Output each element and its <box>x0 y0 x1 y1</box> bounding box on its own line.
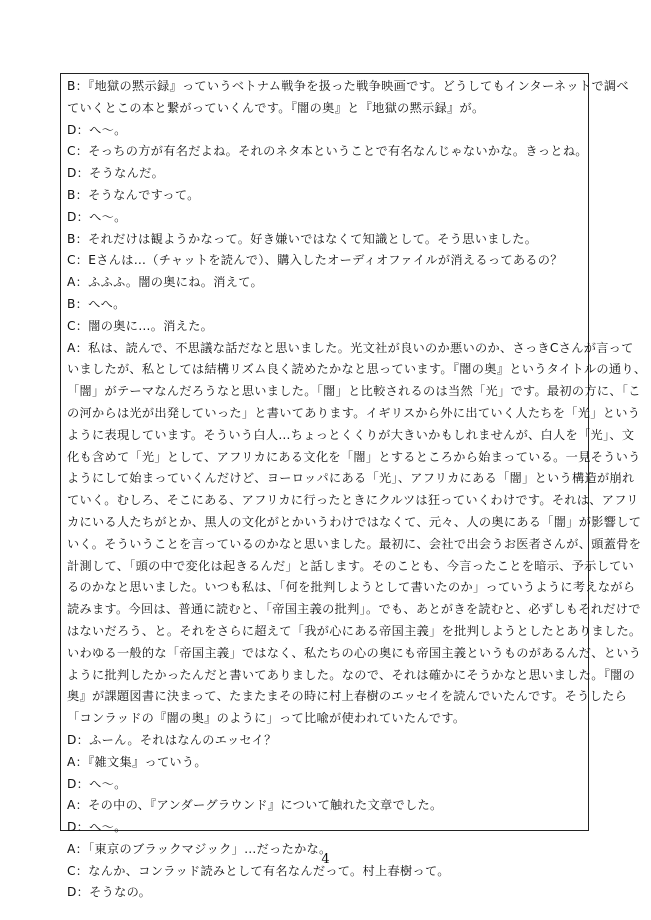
transcript-line: 奥』が課題図書に決まって、たまたまその時に村上春樹のエッセイを読んでいたんです。そうしたら <box>67 689 628 704</box>
transcript-line: C：なんか、コンラッド読みとして有名なんだって。村上春樹って。 <box>67 863 450 878</box>
transcript-line: 読みます。今回は、普通に読むと、「帝国主義の批判」。でも、あとがきを読むと、必ずしもそれだけで <box>67 602 641 617</box>
transcript-line: るのかなと思いました。いつも私は、「何を批判しようとして書いたのか」っていうように考えながら <box>67 580 636 595</box>
transcript-line: B：それだけは観ようかなって。好き嫌いではなくて知識として。そう思いました。 <box>67 231 538 246</box>
transcript-line: D：ふーん。それはなんのエッセイ？ <box>67 732 277 747</box>
transcript-line: 「闇」がテーマなんだろうなと思いました。「闇」と比較されるのは当然「光」です。最初の方に、「こ <box>67 384 641 399</box>
transcript-line: A：『雑文集』っていう。 <box>67 754 207 769</box>
transcript-line: いく。そういうことを言っているのかなと思いました。最初に、会社で出会うお医者さんが、頭蓋骨を <box>67 536 642 551</box>
transcript-line: D：へ～。 <box>67 820 127 835</box>
transcript-line: ように表現しています。そういう白人…ちょっとくくりが大きいかもしれませんが、白人を「光」、文 <box>67 427 635 442</box>
transcript-line: D：へ～。 <box>67 122 127 137</box>
transcript-line: 計測して、「頭の中で変化は起きるんだ」と話します。そのことも、今言ったことを暗示、予示してい <box>67 558 635 573</box>
transcript-line: いわゆる一般的な「帝国主義」ではなく、私たちの心の奥にも帝国主義というものがあるんだ、という <box>67 645 642 660</box>
transcript-line: B：そうなんですって。 <box>67 187 200 202</box>
transcript-line: カにいる人たちがとか、黒人の文化がとかいうわけではなくて、元々、人の奥にある「闇」が影響して <box>67 514 642 529</box>
transcript-line: B：『地獄の黙示録』っていうベトナム戦争を扱った戦争映画です。どうしてもインターネットで調べ <box>67 79 629 93</box>
transcript-line: の河からは光が出発していった」と書いてあります。イギリスから外に出ていく人たちを「光」という <box>67 405 641 420</box>
transcript-line: ていく。むしろ、そこにある、アフリカに行ったときにクルツは狂っていくわけです。それは、アフリ <box>67 493 639 508</box>
transcript-line: ていくとこの本と繋がっていくんです。『闇の奥』と『地獄の黙示録』が。 <box>67 100 485 115</box>
transcript-box <box>60 73 647 900</box>
transcript-line: C：Eさんは…（チャットを読んで）、購入したオーディオファイルが消えるってあるの？ <box>67 253 563 268</box>
transcript-line: A：私は、読んで、不思議な話だなと思いました。光文社が良いのか悪いのか、さっきCさんが言って <box>67 340 634 355</box>
transcript-line: B：へへ。 <box>67 296 126 311</box>
transcript-line: 「コンラッドの『闇の奥』のように」って比喩が使われていたんです。 <box>67 711 466 726</box>
transcript-line: A：ふふふ。闇の奥にね。消えて。 <box>67 275 263 290</box>
transcript-line: はないだろう、と。それをさらに超えて「我が心にある帝国主義」を批判しようとしたとありました。 <box>67 623 642 638</box>
page-number: 4 <box>321 852 330 867</box>
transcript-line: D：へ～。 <box>67 776 127 791</box>
transcript-line: C：そっちの方が有名だよね。それのネタ本ということで有名なんじゃないかな。きっとね。 <box>67 144 588 159</box>
transcript-line: D：そうなんだ。 <box>67 166 165 181</box>
transcript-line: ようにして始まっていくんだけど、ヨーロッパにある「光」、アフリカにある「闇」という構造が崩れ <box>67 471 635 486</box>
transcript-line: A：その中の、『アンダーグラウンド』について触れた文章でした。 <box>67 798 443 813</box>
transcript-line: D：そうなの。 <box>67 885 152 900</box>
transcript-line: D：へ～。 <box>67 209 127 224</box>
transcript-line: ように批判したかったんだと書いてありました。なので、それは確かにそうかなと思いました。『闇の <box>67 667 636 682</box>
transcript-line: A：「東京のブラックマジック」…だったかな。 <box>67 841 332 856</box>
transcript-line: 化も含めて「光」として、アフリカにある文化を「闇」とするところから始まっている。一見そういう <box>67 449 641 464</box>
transcript-line: C：闇の奥に…。消えた。 <box>67 318 214 333</box>
transcript-line: いましたが、私としては結構リズム良く読めたかなと思っています。『闇の奥』というタイトルの通り、 <box>67 362 647 377</box>
